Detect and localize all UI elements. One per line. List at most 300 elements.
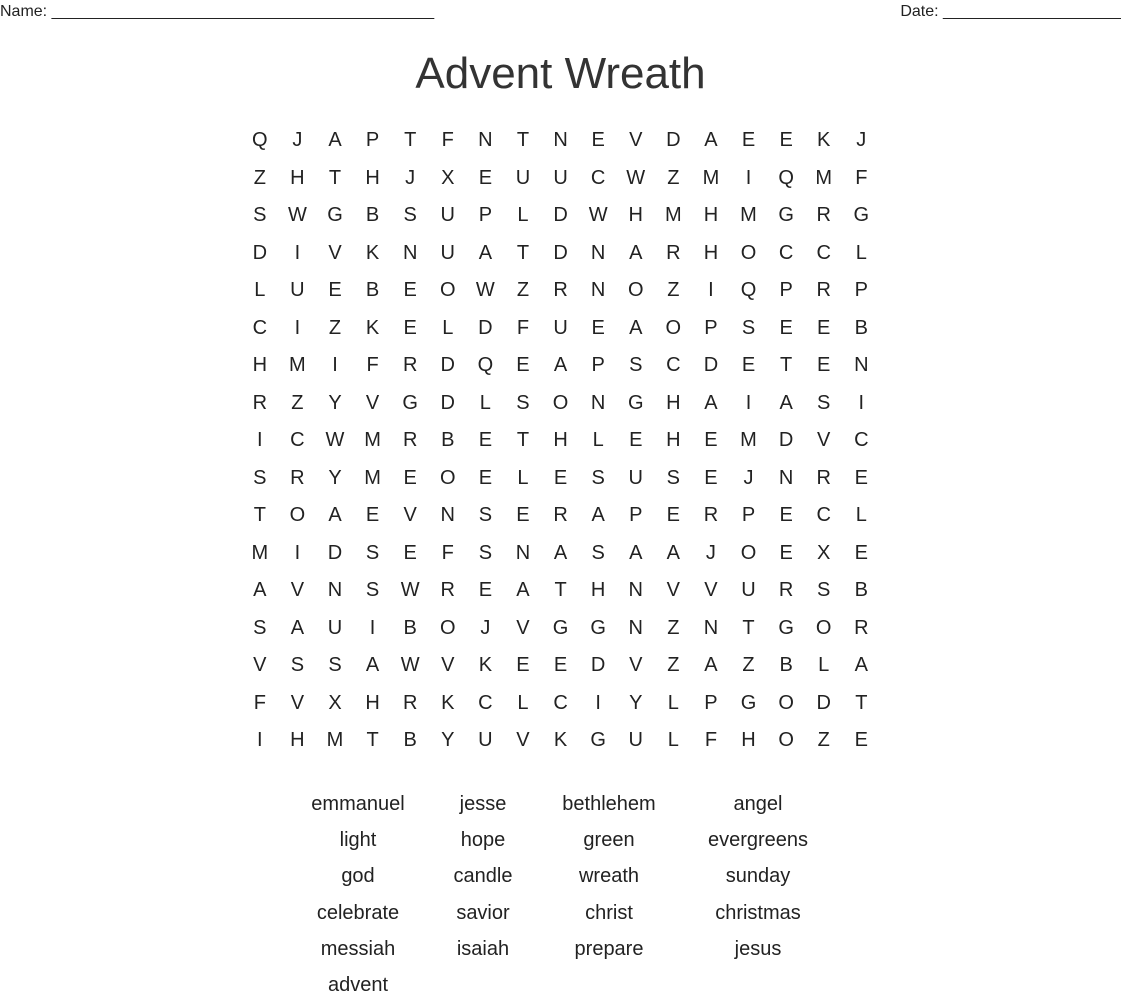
grid-row (241, 197, 880, 235)
word-bank-item: celebrate (316, 901, 400, 924)
grid-letter: X (328, 691, 342, 714)
grid-letter: L (667, 729, 679, 752)
grid-letter: R (666, 241, 681, 264)
grid-letter: E (553, 654, 568, 677)
grid-letter: R (440, 579, 455, 602)
grid-letter: R (854, 616, 869, 639)
word-bank-item: emmanuel (311, 793, 405, 816)
grid-letter: A (854, 654, 868, 677)
grid-letter: V (516, 729, 530, 752)
grid-letter: E (478, 166, 493, 189)
grid-letter: W (325, 429, 345, 452)
grid-letter: V (666, 579, 680, 602)
grid-letter: N (590, 241, 606, 264)
grid-letter: Z (516, 279, 530, 302)
grid-letter: V (441, 654, 455, 677)
grid-letter: M (664, 204, 682, 227)
grid-letter: I (369, 616, 376, 639)
grid-letter: Z (328, 316, 342, 339)
grid-letter: J (743, 466, 754, 489)
grid-letter: E (478, 466, 493, 489)
grid-letter: W (287, 204, 307, 227)
grid-letter: E (328, 279, 342, 302)
grid-letter: D (252, 241, 268, 264)
grid-letter: E (516, 504, 530, 527)
grid-letter: C (590, 166, 606, 189)
grid-letter: A (365, 654, 380, 677)
grid-letter: D (590, 654, 606, 677)
grid-letter: P (478, 204, 493, 227)
grid-letter: N (628, 579, 643, 602)
grid-letter: E (516, 654, 530, 677)
word-bank-item: christmas (715, 901, 801, 924)
grid-letter: P (704, 691, 718, 714)
grid-letter: P (591, 354, 605, 377)
grid-letter: V (629, 654, 643, 677)
grid-letter: L (254, 279, 266, 302)
grid-letter: Z (667, 654, 680, 677)
grid-letter: A (629, 541, 643, 564)
word-bank-row (283, 931, 843, 967)
grid-letter: G (853, 204, 870, 227)
grid-letter: S (290, 654, 305, 677)
grid-letter: C (778, 241, 794, 264)
grid-letter: R (553, 279, 568, 302)
word-bank-row (283, 822, 843, 858)
grid-letter: N (590, 279, 606, 302)
grid-letter: A (704, 129, 718, 152)
grid-letter: B (441, 429, 455, 452)
grid-letter: L (667, 691, 679, 714)
word-bank-item: hope (460, 829, 506, 852)
grid-letter: M (326, 729, 344, 752)
grid-letter: S (478, 541, 493, 564)
word-bank-item: sunday (725, 865, 791, 888)
page-title: Advent Wreath (415, 49, 706, 98)
grid-letter: O (740, 541, 757, 564)
grid-letter: D (778, 429, 794, 452)
grid-letter: D (816, 691, 831, 714)
name-field: Name: ___________________________________________ (0, 3, 435, 20)
grid-letter: V (253, 654, 267, 677)
grid-letter: N (440, 504, 455, 527)
grid-letter: O (552, 391, 569, 414)
grid-letter: R (816, 279, 831, 302)
grid-letter: A (253, 579, 267, 602)
grid-letter: D (440, 354, 455, 377)
grid-letter: Q (740, 279, 757, 302)
grid-letter: C (290, 429, 305, 452)
grid-letter: F (441, 129, 454, 152)
grid-letter: T (742, 616, 755, 639)
grid-letter: S (817, 391, 831, 414)
word-bank-item: isaiah (456, 937, 510, 960)
grid-letter: A (666, 541, 680, 564)
grid-letter: V (290, 579, 305, 602)
grid-letter: I (708, 279, 714, 302)
grid-letter: R (703, 504, 719, 527)
grid-letter: S (666, 466, 680, 489)
grid-letter: E (854, 466, 868, 489)
grid-letter: E (403, 316, 417, 339)
grid-letter: R (816, 466, 831, 489)
grid-letter: G (552, 616, 569, 639)
grid-letter: H (553, 429, 568, 452)
grid-letter: T (328, 166, 342, 189)
grid-letter: U (478, 729, 493, 752)
grid-letter: O (439, 616, 456, 639)
grid-letter: R (816, 204, 831, 227)
grid-letter: I (332, 354, 338, 377)
grid-letter: I (745, 391, 752, 414)
grid-row (241, 647, 880, 685)
grid-letter: Q (252, 129, 268, 152)
grid-letter: S (253, 466, 267, 489)
word-bank (283, 786, 843, 1003)
grid-letter: P (629, 504, 643, 527)
grid-letter: E (403, 541, 417, 564)
grid-letter: O (289, 504, 306, 527)
grid-row (241, 610, 880, 648)
grid-letter: K (553, 729, 568, 752)
grid-letter: T (404, 129, 417, 152)
grid-letter: O (778, 691, 794, 714)
word-bank-item: advent (327, 974, 389, 997)
grid-letter: J (856, 129, 867, 152)
grid-letter: D (440, 391, 455, 414)
grid-letter: U (553, 166, 568, 189)
grid-letter: U (440, 204, 455, 227)
grid-letter: E (779, 316, 793, 339)
grid-letter: J (292, 129, 303, 152)
grid-letter: E (553, 466, 568, 489)
grid-letter: S (328, 654, 342, 677)
grid-letter: E (591, 129, 605, 152)
grid-letter: T (253, 504, 266, 527)
grid-letter: A (478, 241, 493, 264)
grid-letter: G (327, 204, 343, 227)
grid-letter: J (480, 616, 491, 639)
grid-letter: S (591, 466, 605, 489)
grid-letter: T (780, 354, 793, 377)
grid-letter: K (365, 316, 380, 339)
grid-row (241, 385, 880, 423)
grid-letter: S (817, 579, 831, 602)
grid-letter: N (854, 354, 869, 377)
grid-letter: Y (441, 729, 455, 752)
grid-letter: P (854, 279, 868, 302)
word-bank-item: god (341, 865, 375, 888)
grid-letter: N (478, 129, 493, 152)
grid-letter: E (478, 579, 493, 602)
grid-letter: H (252, 354, 268, 377)
word-bank-row (283, 895, 843, 931)
grid-letter: E (854, 541, 868, 564)
grid-letter: I (294, 541, 301, 564)
grid-letter: T (516, 129, 530, 152)
grid-letter: G (778, 616, 794, 639)
grid-letter: H (666, 391, 681, 414)
grid-letter: D (666, 129, 681, 152)
grid-letter: E (478, 429, 493, 452)
grid-letter: F (516, 316, 530, 339)
grid-letter: M (702, 166, 720, 189)
grid-letter: I (294, 316, 301, 339)
grid-letter: M (289, 354, 306, 377)
grid-letter: E (741, 354, 756, 377)
grid-letter: R (553, 504, 568, 527)
word-bank-item: savior (456, 901, 510, 924)
grid-letter: H (365, 691, 380, 714)
grid-letter: B (779, 654, 793, 677)
grid-letter: C (478, 691, 493, 714)
grid-letter: X (817, 541, 831, 564)
grid-letter: G (590, 616, 606, 639)
grid-letter: N (402, 241, 418, 264)
grid-letter: S (741, 316, 756, 339)
grid-letter: N (327, 579, 343, 602)
grid-letter: Z (667, 279, 680, 302)
grid-row (241, 460, 880, 498)
grid-letter: M (740, 204, 757, 227)
word-bank-item: angel (733, 793, 783, 816)
grid-letter: R (252, 391, 268, 414)
grid-letter: Z (817, 729, 830, 752)
grid-letter: A (704, 654, 718, 677)
grid-letter: O (627, 279, 644, 302)
grid-letter: P (779, 279, 793, 302)
grid-letter: H (590, 579, 606, 602)
grid-letter: A (629, 316, 643, 339)
grid-letter: R (402, 691, 418, 714)
grid-letter: A (553, 354, 568, 377)
grid-letter: T (366, 729, 379, 752)
grid-letter: I (745, 166, 752, 189)
grid-row (241, 497, 880, 535)
word-bank-item: messiah (320, 937, 396, 960)
grid-letter: T (516, 241, 530, 264)
grid-letter: U (628, 466, 643, 489)
grid-letter: H (290, 729, 305, 752)
grid-letter: Q (778, 166, 794, 189)
grid-letter: U (290, 279, 305, 302)
grid-row (241, 347, 880, 385)
grid-letter: V (817, 429, 831, 452)
grid-letter: O (665, 316, 682, 339)
grid-letter: P (365, 129, 380, 152)
grid-letter: V (516, 616, 530, 639)
grid-letter: A (591, 504, 605, 527)
grid-letter: U (327, 616, 343, 639)
grid-letter: P (741, 504, 756, 527)
grid-letter: K (478, 654, 493, 677)
grid-letter: Y (629, 691, 643, 714)
grid-letter: W (400, 654, 420, 677)
grid-letter: E (516, 354, 530, 377)
grid-letter: U (553, 316, 568, 339)
grid-letter: R (402, 354, 418, 377)
grid-letter: E (704, 429, 718, 452)
grid-letter: S (253, 616, 267, 639)
grid-letter: D (327, 541, 343, 564)
grid-letter: R (778, 579, 794, 602)
grid-letter: D (553, 241, 568, 264)
grid-letter: G (590, 729, 606, 752)
grid-letter: E (629, 429, 643, 452)
grid-letter: S (253, 204, 267, 227)
grid-letter: X (441, 166, 455, 189)
grid-letter: E (666, 504, 680, 527)
grid-letter: O (439, 279, 456, 302)
word-bank-item: jesus (734, 937, 782, 960)
grid-letter: M (364, 429, 381, 452)
grid-letter: U (440, 241, 455, 264)
grid-letter: E (591, 316, 605, 339)
grid-letter: L (517, 466, 529, 489)
grid-letter: E (704, 466, 718, 489)
grid-letter: K (365, 241, 380, 264)
grid-letter: I (595, 691, 601, 714)
grid-letter: B (403, 729, 417, 752)
grid-letter: T (516, 429, 530, 452)
grid-letter: D (478, 316, 493, 339)
grid-row (241, 685, 880, 723)
word-bank-item: jesse (459, 793, 507, 816)
grid-letter: T (855, 691, 868, 714)
grid-letter: I (294, 241, 301, 264)
grid-letter: J (705, 541, 716, 564)
grid-letter: O (740, 241, 757, 264)
grid-letter: E (779, 129, 793, 152)
word-bank-item: bethlehem (562, 793, 656, 816)
word-bank-row (283, 858, 843, 894)
grid-letter: F (855, 166, 868, 189)
grid-letter: D (553, 204, 568, 227)
grid-letter: B (854, 316, 868, 339)
grid-letter: R (290, 466, 305, 489)
grid-letter: K (817, 129, 831, 152)
grid-letter: I (858, 391, 865, 414)
grid-letter: A (516, 579, 530, 602)
grid-letter: V (365, 391, 380, 414)
grid-letter: W (400, 579, 420, 602)
grid-letter: J (405, 166, 416, 189)
grid-letter: N (590, 391, 606, 414)
grid-letter: A (704, 391, 718, 414)
grid-letter: H (741, 729, 756, 752)
grid-letter: O (778, 729, 794, 752)
grid-letter: D (703, 354, 719, 377)
grid-letter: C (816, 504, 831, 527)
grid-letter: A (328, 129, 342, 152)
grid-letter: L (818, 654, 830, 677)
grid-letter: H (290, 166, 305, 189)
grid-letter: L (855, 241, 867, 264)
grid-letter: K (441, 691, 455, 714)
grid-letter: E (779, 504, 793, 527)
grid-letter: N (553, 129, 568, 152)
grid-row (241, 160, 880, 198)
grid-letter: Y (328, 391, 342, 414)
grid-letter: W (626, 166, 646, 189)
grid-letter: B (403, 616, 417, 639)
grid-letter: N (778, 466, 794, 489)
grid-letter: E (854, 729, 868, 752)
grid-letter: F (366, 354, 379, 377)
grid-letter: E (365, 504, 380, 527)
word-bank-item: light (339, 829, 377, 852)
grid-letter: I (257, 429, 263, 452)
grid-letter: B (365, 204, 380, 227)
grid-letter: E (817, 354, 831, 377)
grid-letter: A (629, 241, 643, 264)
grid-letter: Z (253, 166, 266, 189)
grid-letter: P (704, 316, 718, 339)
grid-letter: V (704, 579, 718, 602)
grid-letter: S (591, 541, 605, 564)
grid-letter: E (779, 541, 793, 564)
grid-letter: E (403, 279, 417, 302)
grid-letter: A (553, 541, 568, 564)
grid-letter: Z (667, 616, 680, 639)
grid-letter: A (328, 504, 342, 527)
grid-row (241, 310, 880, 348)
grid-letter: S (516, 391, 530, 414)
grid-row (241, 122, 880, 160)
grid-letter: A (290, 616, 305, 639)
word-bank-row (283, 786, 843, 822)
grid-letter: R (402, 429, 418, 452)
grid-letter: V (328, 241, 342, 264)
grid-letter: M (815, 166, 833, 189)
grid-letter: N (703, 616, 719, 639)
word-bank-row (283, 967, 843, 1003)
grid-letter: G (740, 691, 757, 714)
grid-letter: V (403, 504, 417, 527)
grid-row (241, 422, 880, 460)
grid-letter: S (403, 204, 417, 227)
grid-letter: C (854, 429, 869, 452)
grid-letter: L (517, 204, 529, 227)
grid-letter: I (257, 729, 263, 752)
grid-letter: N (515, 541, 531, 564)
grid-letter: S (365, 579, 380, 602)
grid-letter: W (588, 204, 608, 227)
grid-row (241, 572, 880, 610)
grid-letter: W (475, 279, 495, 302)
grid-letter: U (515, 166, 531, 189)
grid-letter: H (703, 204, 719, 227)
grid-letter: M (251, 541, 269, 564)
grid-letter: Y (328, 466, 342, 489)
grid-letter: F (704, 729, 718, 752)
grid-letter: V (290, 691, 305, 714)
grid-letter: E (817, 316, 831, 339)
grid-letter: Z (667, 166, 680, 189)
grid-letter: L (442, 316, 454, 339)
grid-letter: M (364, 466, 381, 489)
grid-letter: H (628, 204, 643, 227)
grid-letter: Z (291, 391, 304, 414)
word-bank-item: prepare (574, 937, 644, 960)
grid-letter: O (815, 616, 832, 639)
grid-letter: Q (477, 354, 494, 377)
grid-letter: H (666, 429, 681, 452)
grid-letter: U (628, 729, 643, 752)
word-bank-item: green (583, 829, 635, 852)
grid-letter: C (252, 316, 268, 339)
word-search-grid (241, 122, 880, 760)
